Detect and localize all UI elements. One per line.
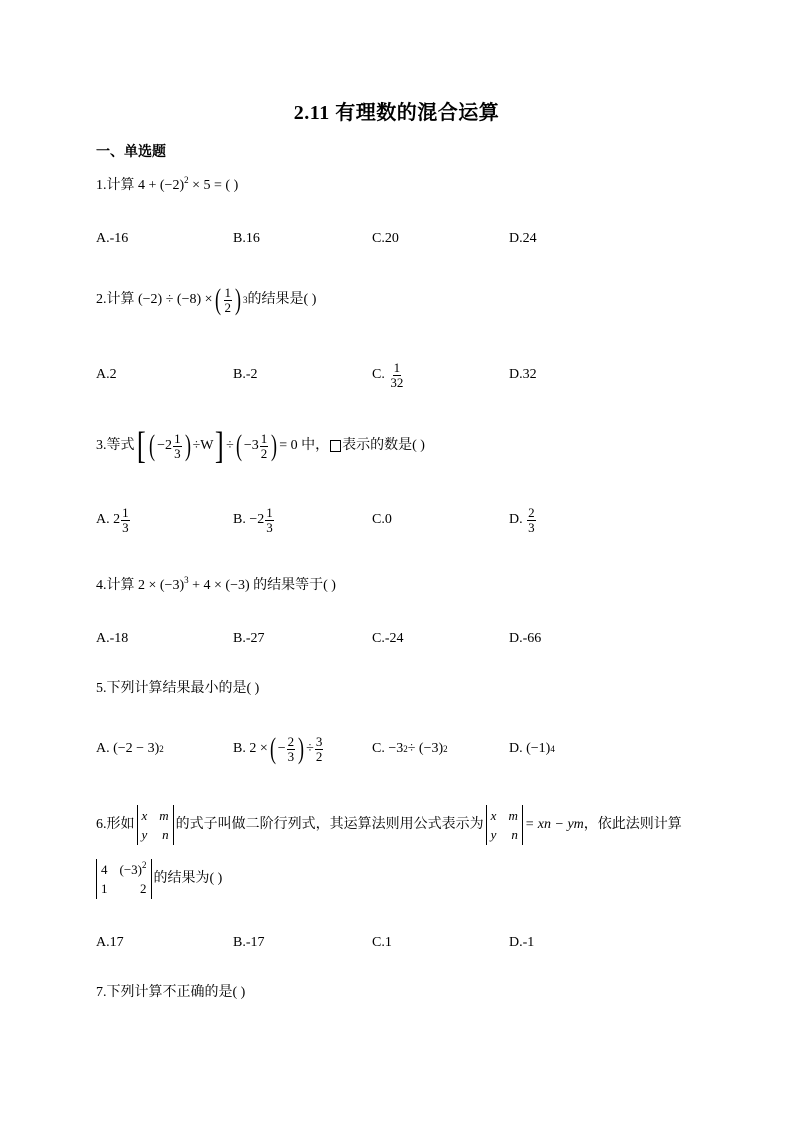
option-a[interactable]: A.-18 xyxy=(96,631,129,646)
section-heading: 一、单选题 xyxy=(96,145,166,160)
option-c[interactable]: C.1 xyxy=(372,935,392,950)
option-d[interactable]: D.-1 xyxy=(509,935,535,950)
option-d[interactable]: D.24 xyxy=(509,231,537,246)
page-title: 2.11 有理数的混合运算 xyxy=(293,102,500,124)
determinant: x y m n xyxy=(137,805,174,845)
fraction: $\frac{1}{2}$ xyxy=(224,284,232,315)
option-b[interactable]: B. −2 $\frac{1}{3}$ xyxy=(233,504,273,535)
option-b[interactable]: B.-17 xyxy=(233,935,265,950)
option-c[interactable]: C.20 xyxy=(372,231,399,246)
blank-box-icon xyxy=(330,440,341,452)
option-c[interactable]: C.0 xyxy=(372,512,392,527)
question-6-options xyxy=(96,923,716,963)
question-6-line-2: 4 1 $(-3)^2$ 2 的结果为( ) xyxy=(96,858,222,900)
question-2: 2.计算 (−2) ÷ (−8) × ( $\frac{1}{2}$ ) 3 的结果是( ) xyxy=(96,283,317,316)
question-5-options xyxy=(96,729,716,769)
question-4-options xyxy=(96,619,716,659)
question-1-options xyxy=(96,219,716,259)
option-a[interactable]: A. 2 $\frac{1}{3}$ xyxy=(96,504,129,535)
option-a[interactable]: A.2 xyxy=(96,367,117,382)
option-b[interactable]: B. 2 × ( − $\frac{2}{3}$ ) ÷ $\frac{3}{2}$ xyxy=(233,732,323,765)
option-d[interactable]: D.-66 xyxy=(509,631,542,646)
option-d[interactable]: D. $\frac{2}{3}$ xyxy=(509,504,535,535)
question-1: 1.计算 $4 + (-2)^2 \times 5$ = ( ) xyxy=(96,175,239,193)
option-a[interactable]: A.17 xyxy=(96,935,124,950)
question-3: 3.等式 [ ( −2 $\frac{1}{3}$ ) ÷W ] ÷ ( −3 $\frac{1}{2}$ ) = 0 中， 表示的数是( ) xyxy=(96,425,425,467)
option-c[interactable]: C.-24 xyxy=(372,631,404,646)
option-b[interactable]: B.16 xyxy=(233,231,260,246)
question-5: 5.下列计算结果最小的是( ) xyxy=(96,681,260,696)
question-6: 6.形如 x y m n 的式子叫做二阶行列式，其运算法则用公式表示为 x y m n = xn − ym ，依此法则计算 xyxy=(96,804,682,846)
option-d[interactable]: D.32 xyxy=(509,367,537,382)
option-d[interactable]: D. (−1) 4 xyxy=(509,741,555,756)
option-b[interactable]: B.-2 xyxy=(233,367,258,382)
option-c[interactable]: C. −3 2 ÷ (−3) 2 xyxy=(372,741,448,756)
question-4: 4.计算 $2 \times (-3)^3 + 4 \times (-3)$ 的结果等于( ) xyxy=(96,575,336,593)
option-c[interactable]: C. $\frac{1}{32}$ xyxy=(372,359,404,390)
option-b[interactable]: B.-27 xyxy=(233,631,265,646)
question-7: 7.下列计算不正确的是( ) xyxy=(96,985,246,1000)
question-3-options xyxy=(96,500,716,540)
option-a[interactable]: A.-16 xyxy=(96,231,129,246)
question-2-options xyxy=(96,355,716,395)
option-a[interactable]: A. (−2 − 3) 2 xyxy=(96,741,164,756)
determinant: 4 1 $(-3)^2$ 2 xyxy=(96,859,152,899)
determinant: x y m n xyxy=(486,805,523,845)
